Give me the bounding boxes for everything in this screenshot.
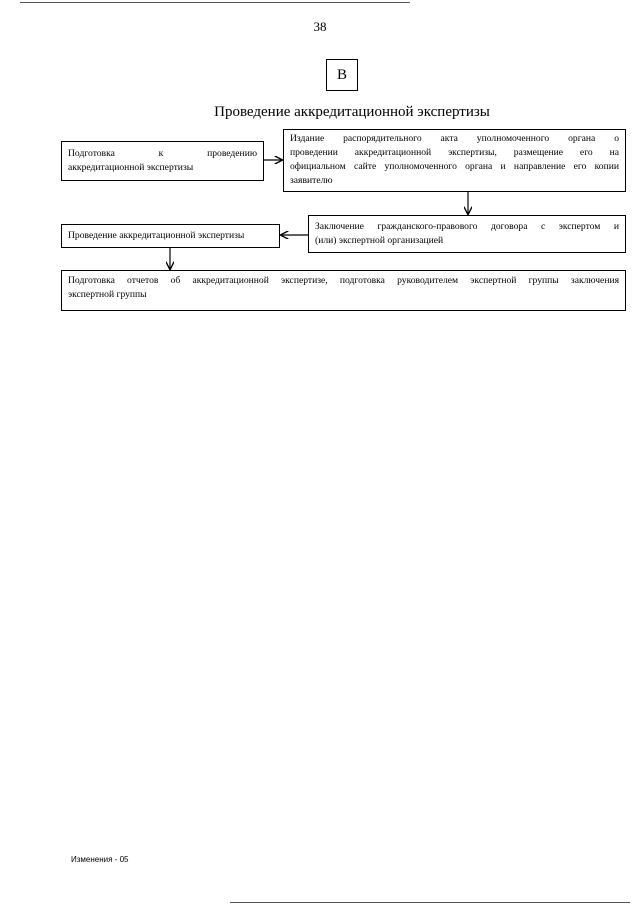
node-contract-line-2: (или) экспертной организацией bbox=[315, 235, 444, 246]
node-issuance-line-1: Издание распорядительного акта уполномоченного органа о bbox=[290, 133, 619, 144]
node-issuance-line-4: заявителю bbox=[290, 175, 333, 186]
node-preparation-line-2: аккредитационной экспертизы bbox=[68, 162, 194, 173]
node-preparation-line-1: Подготовка к проведению bbox=[68, 148, 257, 159]
page-number: 38 bbox=[313, 19, 327, 34]
section-letter: В bbox=[336, 66, 347, 83]
node-reports-line-1: Подготовка отчетов об аккредитационной экспертизе, подготовка руководителем экспертной группы заключения bbox=[68, 275, 619, 286]
node-issuance-line-2: проведении аккредитационной экспертизы, размещение его на bbox=[290, 147, 619, 158]
node-reports-line-2: экспертной группы bbox=[68, 289, 147, 300]
diagram-title: Проведение аккредитационной экспертизы bbox=[214, 104, 490, 120]
node-conduct-text: Проведение аккредитационной экспертизы bbox=[68, 230, 245, 241]
node-issuance-line-3: официальном сайте уполномоченного органа и направление его копии bbox=[290, 161, 619, 172]
revision-footer: Изменения - 05 bbox=[71, 855, 129, 864]
node-contract-line-1: Заключение гражданского-правового договора с экспертом и bbox=[315, 221, 619, 232]
